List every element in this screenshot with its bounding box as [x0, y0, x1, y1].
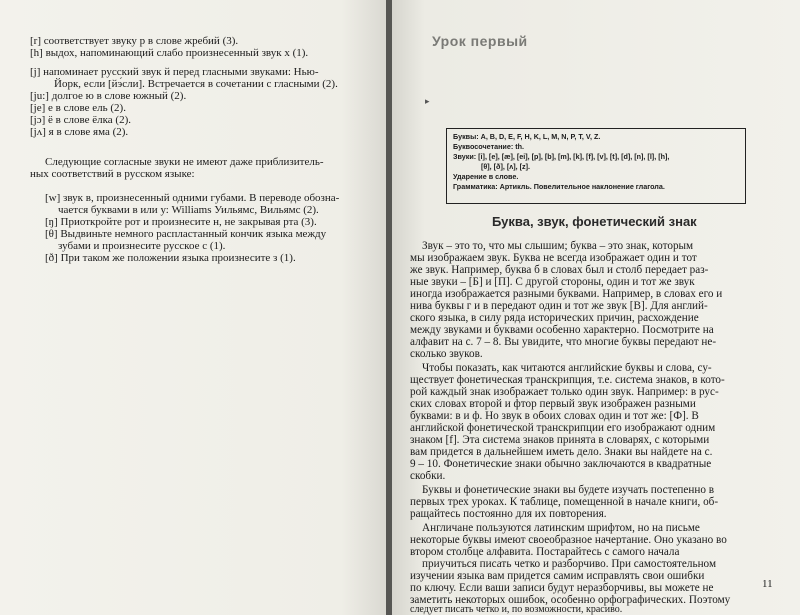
body-line: скобки.	[410, 470, 446, 482]
lesson-title: Урок первый	[432, 33, 528, 49]
body-line: рой каждый знак изображает только один звук. Например: в рус-	[410, 386, 719, 398]
sound-j-line: [j] напоминает русский звук й перед гласными звуками: Нью-	[30, 66, 319, 78]
body-line: сколько звуков.	[410, 348, 483, 360]
body-line: заметить некоторых ошибок, особенно орфографических. Поэтому	[410, 594, 731, 606]
consonant-theta-line: [θ] Выдвиньте немного распластанный кончик языка между	[45, 228, 327, 240]
body-line: изучении языка вам придется самим исправлять свои ошибки	[410, 570, 705, 582]
sound-r-line: [r] соответствует звуку р в слове жребий (3).	[30, 35, 239, 47]
body-line: по ключу. Если ваши записи будут неразборчивы, вы можете не	[410, 582, 714, 594]
page-number: 11	[762, 578, 773, 590]
box-digraph-line: Буквосочетание: th.	[453, 142, 525, 151]
sound-ja-line: [jʌ] я в слове яма (2).	[30, 126, 129, 138]
body-line: ского языка, в силу ряда исторических причин, расхождение	[410, 312, 699, 324]
body-line: ществует фонетическая транскрипция, т.е. система знаков, в кото-	[410, 374, 725, 386]
body-line: ращайтесь постоянно для их повторения.	[410, 508, 607, 520]
body-line: Звук – это то, что мы слышим; буква – это знак, которым	[422, 240, 694, 252]
consonants-intro-line-2: ных соответствий в русском языке:	[30, 168, 195, 180]
body-line: втором столбце алфавита. Постарайтесь с самого начала	[410, 546, 680, 558]
sound-h-line: [h] выдох, напоминающий слабо произнесенный звук х (1).	[30, 47, 309, 59]
body-line: следует писать четко и, по возможности, красиво.	[410, 604, 623, 615]
consonant-eth-line: [ð] При таком же положении языка произнесите з (1).	[45, 252, 296, 264]
box-letters-line: Буквы: A, B, D, E, F, H, K, L, M, N, P, T, V, Z.	[453, 132, 601, 141]
consonant-theta-line-cont: зубами и произнесите русское с (1).	[58, 240, 226, 252]
body-line: Чтобы показать, как читаются английские буквы и слова, су-	[422, 362, 712, 374]
body-line: ные звуки – [Б] и [П]. С другой стороны, один и тот же звук	[410, 276, 695, 288]
body-line: нива буквы г и в передают один и тот же звук [В]. Для англий-	[410, 300, 708, 312]
sound-ju-line: [ju:] долгое ю в слове южный (2).	[30, 90, 187, 102]
page-mark-icon: ▸	[425, 96, 430, 106]
body-line: знаком [f]. Эта система знаков принята в словарях, с которыми	[410, 434, 710, 446]
section-title: Буква, звук, фонетический знак	[492, 214, 697, 229]
box-grammar-line: Грамматика: Артикль. Повелительное наклонение глагола.	[453, 182, 665, 191]
body-line: буквами: в и ф. Но звук в обоих словах один и тот же: [Ф]. В	[410, 410, 699, 422]
sound-j-line-cont: Йорк, если [йэ́сли]. Встречается в сочетании с гласными (2).	[54, 78, 338, 90]
consonant-w-line-cont: чается буквами в или у: Williams Уильямс, Вильямс (2).	[58, 204, 319, 216]
body-line: алфавит на с. 7 – 8. Вы увидите, что многие буквы передают не-	[410, 336, 717, 348]
consonants-intro-line-1: Следующие согласные звуки не имеют даже приблизитель-	[45, 156, 324, 168]
body-line: английской фонетической транскрипции его изображают одним	[410, 422, 716, 434]
body-line: ских словах второй и фтор первый звук изображен разными	[410, 398, 696, 410]
box-sounds-line: Звуки: [i], [e], [æ], [ei], [p], [b], [m], [k], [f], [v], [t], [d], [n], [l], [h],	[453, 152, 670, 161]
body-line: иногда изображается разными буквами. Например, в словах его и	[410, 288, 723, 300]
body-line: первых трех уроках. К таблице, помещенной в начале книги, об-	[410, 496, 719, 508]
sound-jo-line: [jɔ] ё в слове ёлка (2).	[30, 114, 131, 126]
body-line: же звук. Например, буква б в словах был и столб передает раз-	[410, 264, 709, 276]
sound-je-line: [je] е в слове ель (2).	[30, 102, 126, 114]
body-line: вам придется в дальнейшем иметь дело. Знаки вы найдете на с.	[410, 446, 713, 458]
left-page	[0, 0, 388, 615]
body-line: приучиться писать четко и разборчиво. При самостоятельном	[422, 558, 717, 570]
lesson-summary-box	[446, 128, 746, 204]
consonant-ng-line: [ŋ] Приоткройте рот и произнесите н, не закрывая рта (3).	[45, 216, 317, 228]
box-stress-line: Ударение в слове.	[453, 172, 519, 181]
body-line: Англичане пользуются латинским шрифтом, но на письме	[422, 522, 700, 534]
body-line: некоторые буквы имеют своеобразное начертание. Оно указано во	[410, 534, 727, 546]
body-line: мы изображаем звук. Буква не всегда изображает один и тот	[410, 252, 697, 264]
right-page	[392, 0, 800, 615]
box-sounds-line-cont: [θ], [ð], [ʌ], [z].	[481, 162, 530, 171]
consonant-w-line: [w] звук в, произнесенный одними губами. В переводе обозна-	[45, 192, 340, 204]
body-line: Буквы и фонетические знаки вы будете изучать постепенно в	[422, 484, 715, 496]
body-line: между звуками и буквами особенно характерно. Посмотрите на	[410, 324, 714, 336]
body-line: 9 – 10. Фонетические знаки обычно заключаются в квадратные	[410, 458, 712, 470]
